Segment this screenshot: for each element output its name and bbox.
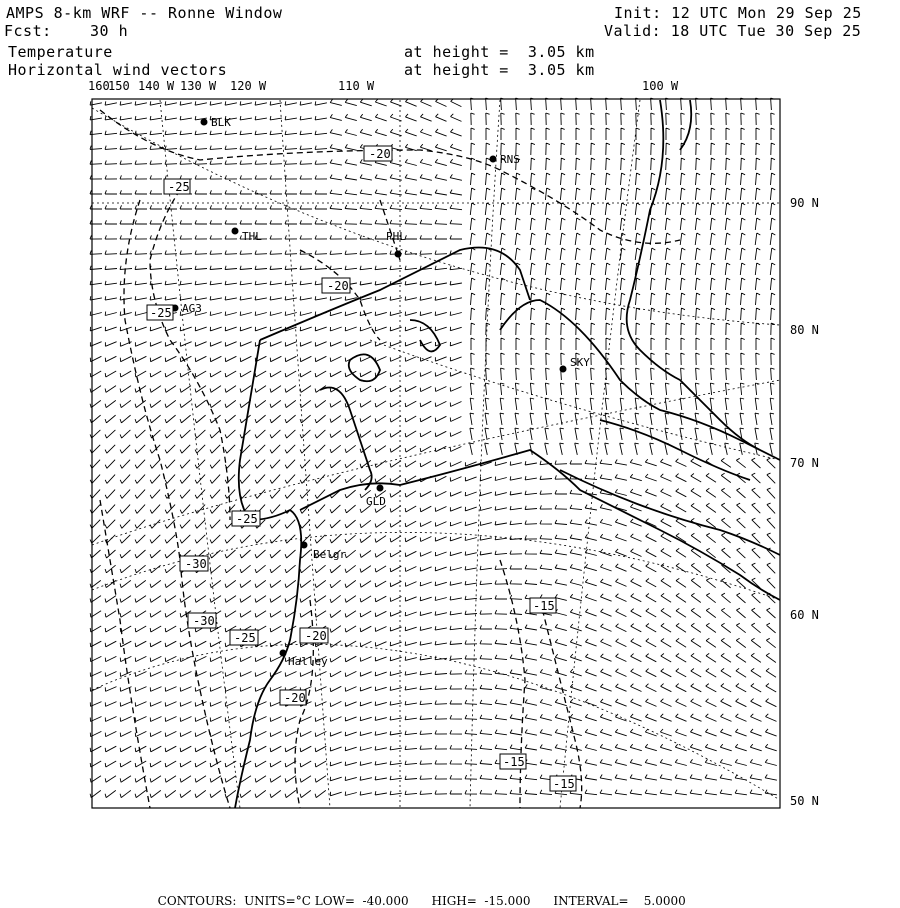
station-dot-phl — [395, 251, 402, 258]
height-wind: at height = 3.05 km — [404, 61, 595, 79]
init-time: Init: 12 UTC Mon 29 Sep 25 — [614, 4, 862, 22]
station-label-gld: GLD — [366, 495, 386, 508]
svg-text:-25: -25 — [150, 306, 172, 320]
station-label-belgr: Belgr — [313, 548, 347, 561]
station-dot-thl — [232, 228, 239, 235]
station-label-phl: PHL — [386, 230, 406, 243]
svg-text:-20: -20 — [284, 691, 306, 705]
contour-label — [164, 179, 190, 194]
lon-label-100w: 100 W — [642, 79, 679, 93]
contour-label — [188, 613, 216, 628]
contour-info-footer — [150, 880, 686, 908]
contour-label — [364, 146, 392, 161]
svg-text:-15: -15 — [533, 599, 555, 613]
footer-interval: INTERVAL= 5.0000 — [553, 894, 686, 908]
svg-text:-30: -30 — [185, 557, 207, 571]
contour-label — [280, 690, 306, 705]
lat-label-50n: 50 N — [790, 794, 819, 808]
svg-text:-20: -20 — [369, 147, 391, 161]
footer-contours-label: CONTOURS: — [157, 894, 237, 908]
svg-text:-15: -15 — [553, 777, 575, 791]
contour-label — [147, 305, 173, 320]
svg-text:-25: -25 — [168, 180, 190, 194]
contour-label — [322, 278, 350, 293]
lon-label-130w: 130 W — [180, 79, 217, 93]
station-label-rns: RNS — [500, 153, 520, 166]
field-wind-vectors: Horizontal wind vectors — [8, 61, 228, 79]
station-label-halley: Halley — [288, 655, 328, 668]
station-label-blk: BLK — [211, 116, 231, 129]
forecast-hour: 30 h — [90, 22, 129, 40]
map-title: AMPS 8-km WRF -- Ronne Window — [6, 4, 283, 22]
forecast-label: Fcst: — [4, 22, 52, 40]
station-label-sky: SKY — [570, 356, 590, 369]
coastline — [235, 100, 780, 808]
contour-label — [180, 556, 208, 571]
svg-text:-20: -20 — [327, 279, 349, 293]
lat-label-70n: 70 N — [790, 456, 819, 470]
lon-label-120w: 120 W — [230, 79, 267, 93]
contour-label — [550, 776, 576, 791]
lon-label-110w: 110 W — [338, 79, 375, 93]
station-dot-halley — [280, 650, 287, 657]
svg-text:-25: -25 — [234, 631, 256, 645]
svg-text:-30: -30 — [193, 614, 215, 628]
svg-text:-25: -25 — [236, 512, 258, 526]
lon-label-150: 150 — [108, 79, 130, 93]
field-temperature: Temperature — [8, 43, 113, 61]
lat-label-80n: 80 N — [790, 323, 819, 337]
station-dot-gld — [377, 485, 384, 492]
footer-low: LOW= -40.000 — [314, 894, 409, 908]
station-dot-blk — [201, 119, 208, 126]
svg-text:-20: -20 — [305, 629, 327, 643]
station-label-thl: THL — [242, 230, 262, 243]
contour-label — [230, 630, 258, 645]
contour-label — [300, 628, 328, 643]
station-label-ag3: AG3 — [182, 302, 202, 315]
station-dot-rns — [490, 156, 497, 163]
station-dot-belgr — [301, 542, 308, 549]
lon-label-160: 160 — [88, 79, 110, 93]
valid-time: Valid: 18 UTC Tue 30 Sep 25 — [604, 22, 862, 40]
svg-text:-15: -15 — [503, 755, 525, 769]
footer-high: HIGH= -15.000 — [431, 894, 531, 908]
lat-label-60n: 60 N — [790, 608, 819, 622]
lat-label-90n: 90 N — [790, 196, 819, 210]
contour-label — [500, 754, 526, 769]
lon-label-140w: 140 W — [138, 79, 175, 93]
height-temperature: at height = 3.05 km — [404, 43, 595, 61]
contour-label — [232, 511, 260, 526]
footer-units: UNITS=°C — [244, 894, 311, 908]
station-dot-sky — [560, 366, 567, 373]
contour-label — [530, 598, 556, 613]
